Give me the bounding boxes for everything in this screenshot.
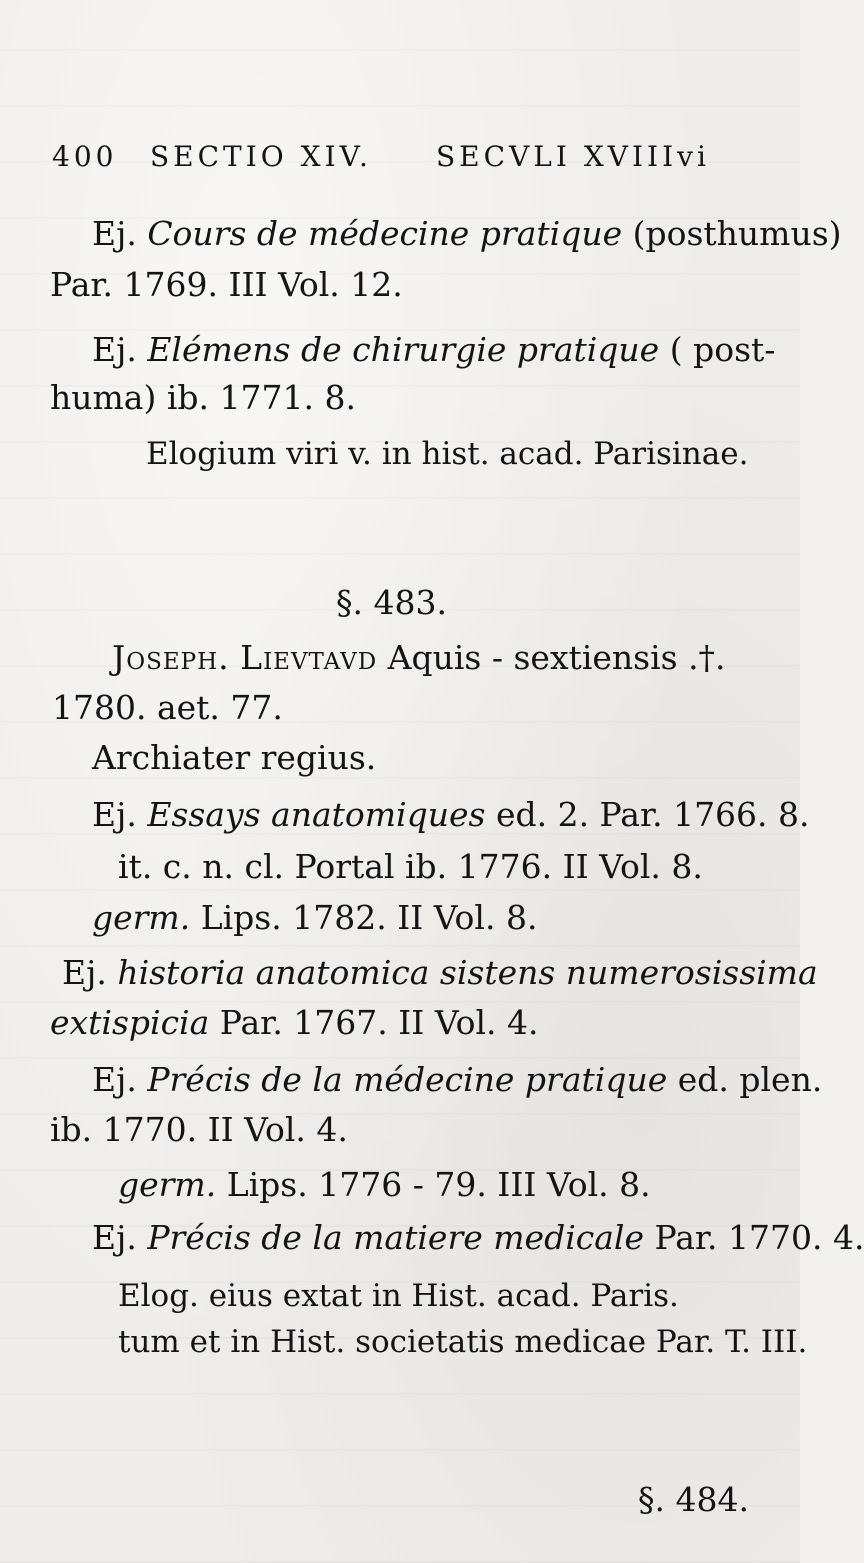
elogium-note: [118, 1322, 807, 1362]
work-details: ed. 2. Par. 1766. 8.: [495, 795, 810, 834]
work-title: Précis de la matiere medicale: [147, 1218, 644, 1257]
work-details: it. c. n. cl. Portal ib. 1776. II Vol. 8.: [118, 847, 703, 886]
elogium-text: Elogium viri v. in hist. acad. Parisinae.: [146, 436, 749, 472]
work-details: (posthumus): [632, 214, 842, 253]
work-title: Essays anatomiques: [147, 795, 486, 834]
running-header: [52, 140, 772, 180]
author-office: Archiater regius.: [92, 738, 377, 777]
elogium-note: [146, 434, 748, 474]
author-first-name: Joseph.: [112, 638, 230, 677]
entry-line: [118, 847, 703, 887]
ej-prefix: Ej.: [92, 330, 137, 369]
work-details: ib. 1770. II Vol. 4.: [50, 1110, 348, 1149]
entry-line: [92, 738, 376, 778]
entry-line: [92, 898, 537, 938]
work-details: Lips. 1776 - 79. III Vol. 8.: [226, 1165, 651, 1204]
elogium-text: tum et in Hist. societatis medicae Par. T. III.: [118, 1324, 808, 1360]
author-details: Aquis - sextiensis .†.: [387, 638, 726, 677]
work-title: Elémens de chirurgie pratique: [147, 330, 660, 369]
work-details: ( post-: [669, 330, 776, 369]
entry-line: [92, 214, 842, 254]
translation-label: germ.: [92, 898, 191, 937]
elogium-note: [118, 1276, 679, 1316]
section-heading: SECTIO XIV.: [150, 140, 372, 173]
ej-prefix: Ej.: [92, 795, 137, 834]
entry-line: [118, 1165, 651, 1205]
work-title: Précis de la médecine pratique: [147, 1060, 668, 1099]
entry-line: [52, 688, 283, 728]
entry-line: [50, 265, 403, 305]
work-title: extispicia: [50, 1003, 210, 1042]
entry-line: [50, 1110, 348, 1150]
author-last-name: Lievtavd: [240, 638, 378, 677]
work-details: Par. 1769. III Vol. 12.: [50, 265, 403, 304]
entry-line: [92, 795, 810, 835]
translation-label: germ.: [118, 1165, 217, 1204]
ej-prefix: Ej.: [62, 953, 107, 992]
century-heading: SECVLI XVIIIvi: [436, 140, 710, 173]
work-title: historia anatomica sistens numerosissima: [117, 953, 818, 992]
next-section-catchword: §. 484.: [638, 1480, 749, 1519]
page-number: 400: [52, 140, 118, 173]
entry-line: [92, 1218, 864, 1258]
ej-prefix: Ej.: [92, 1060, 137, 1099]
author-line: [112, 638, 726, 678]
entry-line: [92, 330, 775, 370]
entry-line: [50, 1003, 539, 1043]
elogium-text: Elog. eius extat in Hist. acad. Paris.: [118, 1278, 679, 1314]
work-details: Lips. 1782. II Vol. 8.: [200, 898, 538, 937]
section-number: [336, 583, 447, 623]
entry-line: [50, 378, 356, 418]
work-details: Par. 1770. 4.: [654, 1218, 864, 1257]
author-death-year: 1780. aet. 77.: [52, 688, 283, 727]
section-483-heading: §. 483.: [336, 583, 447, 622]
entry-line: [62, 953, 818, 993]
entry-line: [92, 1060, 822, 1100]
work-title: Cours de médecine pratique: [147, 214, 623, 253]
ej-prefix: Ej.: [92, 1218, 137, 1257]
ej-prefix: Ej.: [92, 214, 137, 253]
work-details: Par. 1767. II Vol. 4.: [219, 1003, 539, 1042]
work-details: huma) ib. 1771. 8.: [50, 378, 356, 417]
catchword: [638, 1480, 749, 1520]
work-details: ed. plen.: [677, 1060, 823, 1099]
